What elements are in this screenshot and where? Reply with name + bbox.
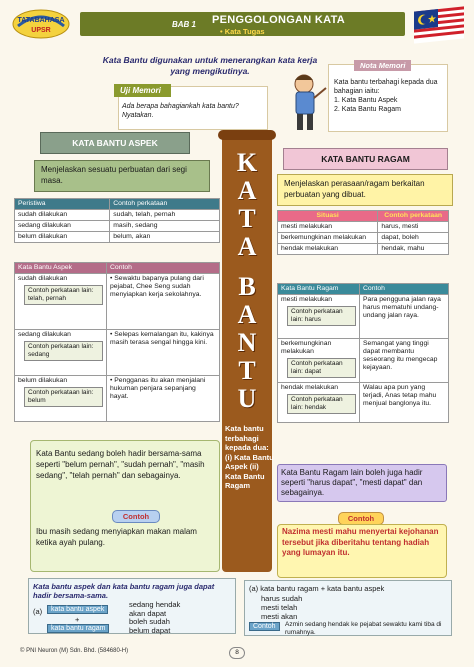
table-cell: harus, mesti xyxy=(378,222,449,233)
table-row xyxy=(278,222,449,233)
table-header: Situasi xyxy=(278,211,378,222)
pole-letter: K xyxy=(236,148,258,177)
table-header: Kata Bantu Aspek xyxy=(15,263,107,274)
combo-aspek-ragam-box xyxy=(28,578,236,634)
table-cell: masih, sedang xyxy=(110,221,220,232)
table-row xyxy=(15,221,220,232)
contoh-lain-box: Contoh perkataan lain: telah, pernah xyxy=(24,285,103,305)
table-row xyxy=(15,274,220,330)
list-item: mesti telah xyxy=(261,603,298,612)
table-cell: hendak, mahu xyxy=(378,244,449,255)
list-item: belum dapat xyxy=(129,625,171,635)
combo-title: Kata bantu aspek dan kata bantu ragam juga dapat hadir bersama-sama. xyxy=(33,582,215,600)
table-cell: Walau apa pun yang terjadi, Anas tetap mahu menjual banglonya itu. xyxy=(360,383,449,423)
ragam-example-box xyxy=(277,524,447,578)
table-cell: belum dilakukan xyxy=(15,232,110,243)
table-cell: berkemungkinan melakukan xyxy=(278,233,378,244)
combo-list xyxy=(261,594,302,621)
cartoon-teacher-icon xyxy=(282,70,328,134)
tatabahasa-logo xyxy=(10,2,72,42)
table-header: Contoh xyxy=(107,263,220,274)
combo-label: (a) xyxy=(33,607,43,616)
aspek-desc: Menjelaskan sesuatu perbuatan dari segi masa. xyxy=(41,165,187,185)
aspek-table-2 xyxy=(14,262,220,422)
aspek-table-1 xyxy=(14,198,220,243)
pole-letter: A xyxy=(237,300,257,329)
pole-letter: A xyxy=(237,232,257,261)
table-row xyxy=(15,330,220,376)
pole-note: Kata bantu terbahagi kepada dua: (i) Kata Bantu Aspek (ii) Kata Bantu Ragam xyxy=(225,424,274,490)
table-row xyxy=(15,210,220,221)
uji-memori-title: Uji Memori xyxy=(114,84,171,97)
aspek-desc-sign xyxy=(34,160,210,192)
pole-letter: B xyxy=(238,272,256,301)
table-row xyxy=(278,244,449,255)
table-cell: belum, akan xyxy=(110,232,220,243)
table-cell: sudah dilakukan xyxy=(15,210,110,221)
table-header-row xyxy=(278,284,449,295)
kata-bantu-label: sedang dilakukan xyxy=(18,331,71,338)
combo-box-ragam: kata bantu ragam xyxy=(47,624,109,633)
table-row xyxy=(278,233,449,244)
ragam-sign-label: KATA BANTU RAGAM xyxy=(321,154,410,164)
contoh-lain-box: Contoh perkataan lain: sedang xyxy=(24,341,103,361)
pole-letter: N xyxy=(237,328,257,357)
kata-bantu-label: belum dilakukan xyxy=(18,377,68,384)
combo-plus: + xyxy=(75,615,80,624)
table-cell xyxy=(278,383,360,423)
logo-sub: UPSR xyxy=(31,27,51,34)
table-row xyxy=(278,339,449,383)
table-header: Peristiwa xyxy=(15,199,110,210)
table-header-row xyxy=(15,199,220,210)
table-cell: Semangat yang tinggi dapat membantu seseorang itu mengecap kejayaan. xyxy=(360,339,449,383)
table-row xyxy=(278,295,449,339)
signpost-pole-cap xyxy=(218,130,276,140)
combo-ragam-aspek-box xyxy=(244,580,452,636)
contoh-lain-box: Contoh perkataan lain: harus xyxy=(287,306,356,326)
uji-memori-question: Ada berapa bahagiankah kata bantu? Nyatakan. xyxy=(122,103,239,119)
aspek-note: Kata Bantu sedang boleh hadir bersama-sama seperti "belum pernah", "sudah pernah", "masih sedang", "telah pernah" dan sebagainya. xyxy=(36,449,205,480)
page-title: PENGGOLONGAN KATA xyxy=(212,14,346,26)
ragam-sign xyxy=(283,148,448,170)
aspek-sign xyxy=(40,132,190,154)
table-cell: • Selepas kemalangan itu, kakinya masih terasa sengal hingga kini. xyxy=(107,330,220,376)
ragam-desc: Menjelaskan perasaan/ragam berkaitan perbuatan yang dibuat. xyxy=(284,179,425,199)
kata-bantu-label: mesti melakukan xyxy=(281,296,332,303)
table-cell: • Sewaktu bapanya pulang dari pejabat, Chee Seng sudah menyiapkan kerja sekolahnya. xyxy=(107,274,220,330)
pole-letter: T xyxy=(238,204,256,233)
table-cell xyxy=(15,330,107,376)
malaysia-flag-icon xyxy=(410,2,468,46)
table-header: Contoh xyxy=(360,284,449,295)
table-cell: dapat, boleh xyxy=(378,233,449,244)
table-header: Kata Bantu Ragam xyxy=(278,284,360,295)
table-row xyxy=(15,232,220,243)
combo-title: (a) kata bantu ragam + kata bantu aspek xyxy=(249,584,385,593)
ragam-table-2 xyxy=(277,283,449,423)
combo-list xyxy=(129,601,180,635)
table-header: Contoh perkataan xyxy=(378,211,449,222)
list-item: akan dapat xyxy=(129,608,167,618)
page-subtitle: • Kata Tugas xyxy=(220,27,265,36)
chapter-label: BAB 1 xyxy=(172,20,197,29)
nota-memori-text xyxy=(334,78,446,114)
kata-bantu-label: berkemungkinan melakukan xyxy=(281,340,332,355)
table-header: Contoh perkataan xyxy=(110,199,220,210)
contoh-lain-box: Contoh perkataan lain: dapat xyxy=(287,358,356,378)
table-cell: Para pengguna jalan raya harus mematuhi undang-undang jalan raya. xyxy=(360,295,449,339)
kata-bantu-label: hendak melakukan xyxy=(281,384,339,391)
copyright: © PNI Neuron (M) Sdn. Bhd. (584680-H) xyxy=(20,648,129,654)
table-cell xyxy=(278,295,360,339)
kata-bantu-label: sudah dilakukan xyxy=(18,275,68,282)
aspek-example: Ibu masih sedang menyiapkan makan malam ketika ayah pulang. xyxy=(36,527,197,547)
table-header-row xyxy=(15,263,220,274)
list-item: mesti akan xyxy=(261,612,298,621)
table-cell: mesti melakukan xyxy=(278,222,378,233)
combo-contoh-badge: Contoh xyxy=(249,622,280,631)
combo-box-aspek: kata bantu aspek xyxy=(47,605,108,614)
table-cell xyxy=(15,376,107,422)
table-cell: hendak melakukan xyxy=(278,244,378,255)
ragam-table-1 xyxy=(277,210,449,255)
contoh-lain-box: Contoh perkataan lain: belum xyxy=(24,387,103,407)
intro-text: Kata Bantu digunakan untuk menerangkan kata kerja yang mengikutinya. xyxy=(102,55,318,76)
contoh-lain-box: Contoh perkataan lain: hendak xyxy=(287,394,356,414)
table-row xyxy=(278,383,449,423)
pole-letter: T xyxy=(238,356,256,385)
ragam-note: Kata Bantu Ragam lain boleh juga hadir seperti "harus dapat", "mesti dapat" dan sebagainya. xyxy=(281,468,423,497)
nota-memori-item: 1. Kata Bantu Aspek xyxy=(334,97,398,104)
nota-memori-item: 2. Kata Bantu Ragam xyxy=(334,106,401,113)
ragam-example: Nazima mesti mahu menyertai kejohanan tersebut jika diberitahu tentang hadiah yang lumayan itu. xyxy=(282,527,439,557)
aspek-sign-label: KATA BANTU ASPEK xyxy=(72,138,158,148)
logo-text: TATABAHASA xyxy=(17,17,65,24)
pole-letter: A xyxy=(237,176,257,205)
ragam-contoh-badge: Contoh xyxy=(338,512,384,525)
list-item: harus sudah xyxy=(261,594,303,603)
combo-example: Azmin sedang hendak ke pejabat sewaktu kami tiba di rumahnya. xyxy=(285,621,442,636)
table-cell xyxy=(15,274,107,330)
table-header-row xyxy=(278,211,449,222)
ragam-desc-sign xyxy=(277,174,453,206)
page-number: 8 xyxy=(229,647,245,659)
list-item: sedang hendak xyxy=(129,600,181,609)
nota-memori-title: Nota Memori xyxy=(354,60,411,71)
table-cell xyxy=(278,339,360,383)
pole-letter: U xyxy=(237,384,257,413)
nota-memori-intro: Kata bantu terbahagi kepada dua bahagian iaitu: xyxy=(334,79,438,95)
table-cell: • Pengganas itu akan menjalani hukuman penjara sepanjang hayat. xyxy=(107,376,220,422)
table-cell: sedang dilakukan xyxy=(15,221,110,232)
aspek-contoh-badge: Contoh xyxy=(112,510,160,523)
list-item: boleh sudah xyxy=(129,617,170,626)
table-cell: sudah, telah, pernah xyxy=(110,210,220,221)
table-row xyxy=(15,376,220,422)
